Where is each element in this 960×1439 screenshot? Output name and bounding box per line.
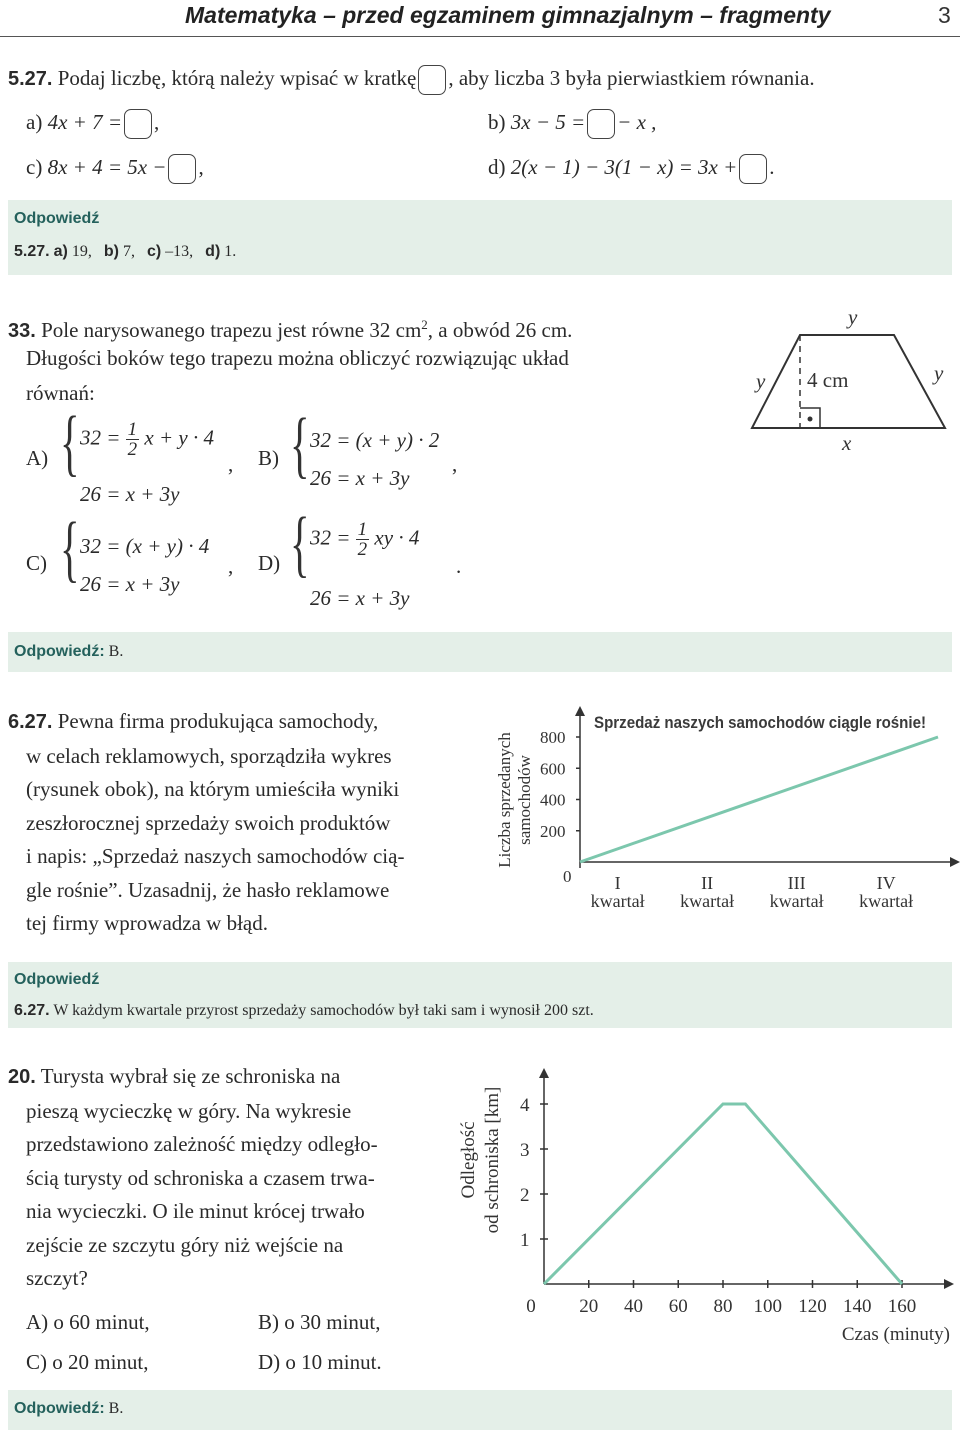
trapezoid-top-label: y <box>848 305 858 329</box>
fraction-num: 1 <box>357 519 368 540</box>
answer-527-d-value: 1. <box>224 243 237 260</box>
answer-527-a-label: a) <box>53 243 68 260</box>
task-20-optD <box>258 1346 382 1379</box>
answer-20-box <box>8 1390 952 1430</box>
y-axis-label-line2: od schroniska [km] <box>482 1086 503 1234</box>
x-tick-label: 40 <box>624 1296 643 1317</box>
answer-20-row <box>14 1400 123 1418</box>
task-33-comma: , <box>228 554 234 578</box>
task-527-a-label: a) <box>26 110 43 134</box>
answer-20-value: B. <box>108 1400 124 1417</box>
task-20-number: 20. <box>8 1066 36 1088</box>
task-20-optB-label: B) <box>258 1310 279 1334</box>
x-tick-label: 20 <box>579 1296 599 1317</box>
y-axis-label <box>495 732 534 868</box>
task-20-optA-text: o 60 minut, <box>53 1310 150 1334</box>
chart-title: Sprzedaż naszych samochodów ciągle rośnie! <box>594 713 926 732</box>
y-tick-label: 200 <box>540 821 566 841</box>
task-33-optA-label: A) <box>26 446 49 470</box>
task-527-c-eq: 8x + 4 = 5x − <box>47 155 167 179</box>
task-527-prompt <box>8 62 815 96</box>
task-33-comma: , <box>452 452 458 476</box>
x-tick-label: 100 <box>753 1296 782 1317</box>
distance-chart <box>452 1062 960 1354</box>
task-627-line: i napis: „Sprzedaż naszych samochodów cią- <box>26 844 405 868</box>
trapezoid-right-label: y <box>934 361 944 385</box>
x-tick-label: II <box>701 873 714 893</box>
x-tick-label: I <box>614 873 621 893</box>
task-33-optA-eq2: 26 = x + 3y <box>80 482 180 506</box>
brace-icon: { <box>60 402 80 484</box>
y-axis-label-line1: Liczba sprzedanych <box>495 732 514 868</box>
answer-527-head: Odpowiedź <box>14 210 100 227</box>
task-527-d-label: d) <box>488 155 506 179</box>
task-33-optB-eq2: 26 = x + 3y <box>310 466 410 490</box>
task-527-number: 5.27. <box>8 68 53 90</box>
task-20-line: pieszą wycieczkę w góry. Na wykresie <box>26 1098 352 1123</box>
task-627-line: tej firmy wprowadza w błąd. <box>26 911 269 935</box>
x-tick-label: kwartał <box>769 891 824 911</box>
task-627-line: gle rośnie”. Uzasadnij, że hasło reklamowe <box>26 877 390 902</box>
task-20-optD-text: o 10 minut. <box>285 1350 382 1374</box>
y-axis-label-line1: Odległość <box>458 1121 479 1199</box>
task-20-optA <box>26 1306 150 1339</box>
answer-627-text: W każdym kwartale przyrost sprzedaży samochodów był taki sam i wynosił 200 szt. <box>53 1002 594 1019</box>
task-527-c <box>26 151 204 184</box>
trapezoid-figure <box>740 300 960 470</box>
y-tick-label: 3 <box>520 1140 530 1161</box>
task-527-d <box>488 151 775 184</box>
answer-527-box <box>8 200 952 275</box>
brace-icon: { <box>290 503 310 585</box>
task-627-line-text: Pewna firma produkująca samochody, <box>57 709 379 733</box>
task-627-number: 6.27. <box>8 711 53 733</box>
header-title: Matematyka – przed egzaminem gimnazjalnym – fragmenty <box>185 2 831 28</box>
answer-20-head: Odpowiedź: <box>14 1400 105 1417</box>
task-527-text-a: Podaj liczbę, którą należy wpisać w kratkę <box>57 66 417 90</box>
brace-icon: { <box>60 508 80 590</box>
answer-33-head: Odpowiedź: <box>14 643 105 660</box>
task-527-b <box>488 106 656 139</box>
answer-box-icon <box>124 109 152 139</box>
fraction <box>356 520 370 559</box>
task-33-optD-label: D) <box>258 551 281 575</box>
page-header <box>0 0 960 37</box>
x-tick-label: 140 <box>843 1296 872 1317</box>
trapezoid-left-label: y <box>756 369 766 393</box>
task-33-optA-eq1b: x + y · 4 <box>144 425 214 450</box>
task-20-optC <box>26 1346 149 1379</box>
task-627-text <box>8 705 478 941</box>
task-627-line: zeszłorocznej sprzedaży swoich produktów <box>26 810 391 835</box>
x-axis-arrow-icon <box>944 1279 954 1289</box>
task-627-line: w celach reklamowych, sporządziła wykres <box>26 743 392 768</box>
y-axis-arrow-icon <box>539 1068 549 1078</box>
answer-627-num: 6.27. <box>14 1002 50 1019</box>
page-number: 3 <box>938 2 951 28</box>
x-tick-label: 120 <box>798 1296 827 1317</box>
task-33-line2: Długości boków tego trapezu można obliczyć rozwiązując układ <box>26 346 569 370</box>
task-20-line: szczyt? <box>26 1266 88 1290</box>
answer-33-box <box>8 632 952 672</box>
fraction <box>126 420 140 459</box>
answer-527-c-label: c) <box>146 243 162 260</box>
x-tick-label: 80 <box>713 1296 733 1317</box>
trapezoid-height-label: 4 cm <box>807 368 849 392</box>
task-527-c-label: c) <box>26 155 43 179</box>
y-axis-arrow-icon <box>575 706 585 716</box>
answer-527-d-label: d) <box>205 243 221 260</box>
task-527-a-end: , <box>154 110 160 134</box>
brace-icon: { <box>290 404 310 486</box>
task-527-b-end: − x , <box>617 110 657 134</box>
answer-527-a-value: 19, <box>71 243 92 260</box>
x-tick-label: 160 <box>887 1296 917 1317</box>
answer-627-box <box>8 962 952 1028</box>
task-527-b-label: b) <box>488 110 506 134</box>
answer-box-icon <box>168 154 196 184</box>
task-20-optB <box>258 1306 381 1339</box>
answer-33-row <box>14 643 123 661</box>
task-33-line1b: , a obwód 26 cm. <box>427 318 573 342</box>
x-axis-arrow-icon <box>950 857 960 867</box>
task-33-line3: równań: <box>26 381 95 405</box>
y-tick-label: 400 <box>540 790 566 810</box>
fraction-num: 1 <box>127 419 138 440</box>
task-20-optC-text: o 20 minut, <box>52 1350 149 1374</box>
task-33-optD-eq1b: xy · 4 <box>374 525 420 550</box>
sales-line <box>580 737 938 862</box>
answer-627-head: Odpowiedź <box>14 971 100 988</box>
task-33-comma: , <box>228 452 234 476</box>
y-tick-label: 4 <box>520 1095 530 1116</box>
x-tick-label: III <box>787 873 806 893</box>
answer-box-icon <box>587 109 615 139</box>
task-20-line: zejście ze szczytu góry niż wejście na <box>26 1232 344 1257</box>
task-33-optC-label: C) <box>26 551 47 575</box>
x-tick-label: 60 <box>668 1296 688 1317</box>
task-33-optD-eq1 <box>310 520 419 559</box>
y-tick-label: 1 <box>520 1230 530 1251</box>
task-527-b-eq: 3x − 5 = <box>510 110 586 134</box>
answer-box-icon <box>739 154 767 184</box>
task-627-line <box>8 705 478 740</box>
task-33-optB-eq1: 32 = (x + y) · 2 <box>310 428 440 452</box>
right-angle-dot-icon <box>808 417 813 422</box>
task-20-text <box>8 1060 448 1296</box>
y-tick-label: 600 <box>540 759 566 779</box>
task-527-a <box>26 106 159 139</box>
answer-box-icon <box>418 65 446 95</box>
task-20-line: ścią turysty od schroniska a czasem trwa- <box>26 1165 375 1190</box>
answer-527-b-label: b) <box>103 243 119 260</box>
fraction-den: 2 <box>357 539 368 560</box>
task-20-optB-text: o 30 minut, <box>284 1310 381 1334</box>
trapezoid-shape <box>752 335 945 428</box>
task-20-line-text: Turysta wybrał się ze schroniska na <box>40 1064 341 1088</box>
task-33-sup: 2 <box>421 317 428 332</box>
x-axis-label: Czas (minuty) <box>841 1324 950 1345</box>
x-tick-label: kwartał <box>590 891 645 911</box>
task-20-optD-label: D) <box>258 1350 281 1374</box>
task-33-optC-eq1: 32 = (x + y) · 4 <box>80 534 210 558</box>
answer-627-body <box>14 1002 594 1020</box>
y-axis-label <box>458 1087 503 1234</box>
task-20-optA-label: A) <box>26 1310 49 1334</box>
task-33-line1a: Pole narysowanego trapezu jest równe 32 cm <box>41 318 422 342</box>
task-627-line: (rysunek obok), na którym umieściła wyniki <box>26 777 400 801</box>
task-33-optD-eq2: 26 = x + 3y <box>310 586 410 610</box>
x-tick-label: IV <box>876 873 896 893</box>
task-20-optC-label: C) <box>26 1350 47 1374</box>
y-tick-label: 2 <box>520 1185 530 1206</box>
task-33-number: 33. <box>8 320 36 342</box>
task-527-d-eq: 2(x − 1) − 3(1 − x) = 3x + <box>510 155 738 179</box>
task-20-line <box>8 1060 448 1095</box>
task-33-optD-eq1a: 32 = <box>310 525 351 550</box>
task-33-optA-eq1 <box>80 420 214 459</box>
answer-33-value: B. <box>108 643 124 660</box>
y-axis-label-line2: samochodów <box>515 755 534 845</box>
trapezoid-bottom-label: x <box>842 431 852 455</box>
x-tick-label: 0 <box>526 1296 536 1317</box>
x-tick-label: kwartał <box>859 891 914 911</box>
task-527-d-end: . <box>769 155 775 179</box>
answer-527-b-value: 7, <box>122 243 135 260</box>
task-33-optA-eq1a: 32 = <box>80 425 121 450</box>
fraction-den: 2 <box>127 439 138 460</box>
sales-chart <box>488 700 960 940</box>
y-tick-label: 0 <box>563 867 572 886</box>
task-527-a-eq: 4x + 7 = <box>47 110 122 134</box>
task-20-line: przedstawiono zależność między odległo- <box>26 1132 378 1156</box>
task-527-text-b: , aby liczba 3 była pierwiastkiem równania. <box>448 66 815 90</box>
answer-527-num: 5.27. <box>14 243 50 260</box>
distance-line <box>544 1104 902 1284</box>
task-33-period: . <box>456 554 462 578</box>
task-33-optB-label: B) <box>258 446 279 470</box>
x-tick-label: kwartał <box>680 891 735 911</box>
answer-527-c-value: –13, <box>165 243 194 260</box>
task-20-line: nia wycieczki. O ile minut krócej trwało <box>26 1199 365 1223</box>
y-tick-label: 800 <box>540 728 566 747</box>
answer-527-body <box>14 243 236 261</box>
task-33-optC-eq2: 26 = x + 3y <box>80 572 180 596</box>
task-527-c-end: , <box>198 155 204 179</box>
